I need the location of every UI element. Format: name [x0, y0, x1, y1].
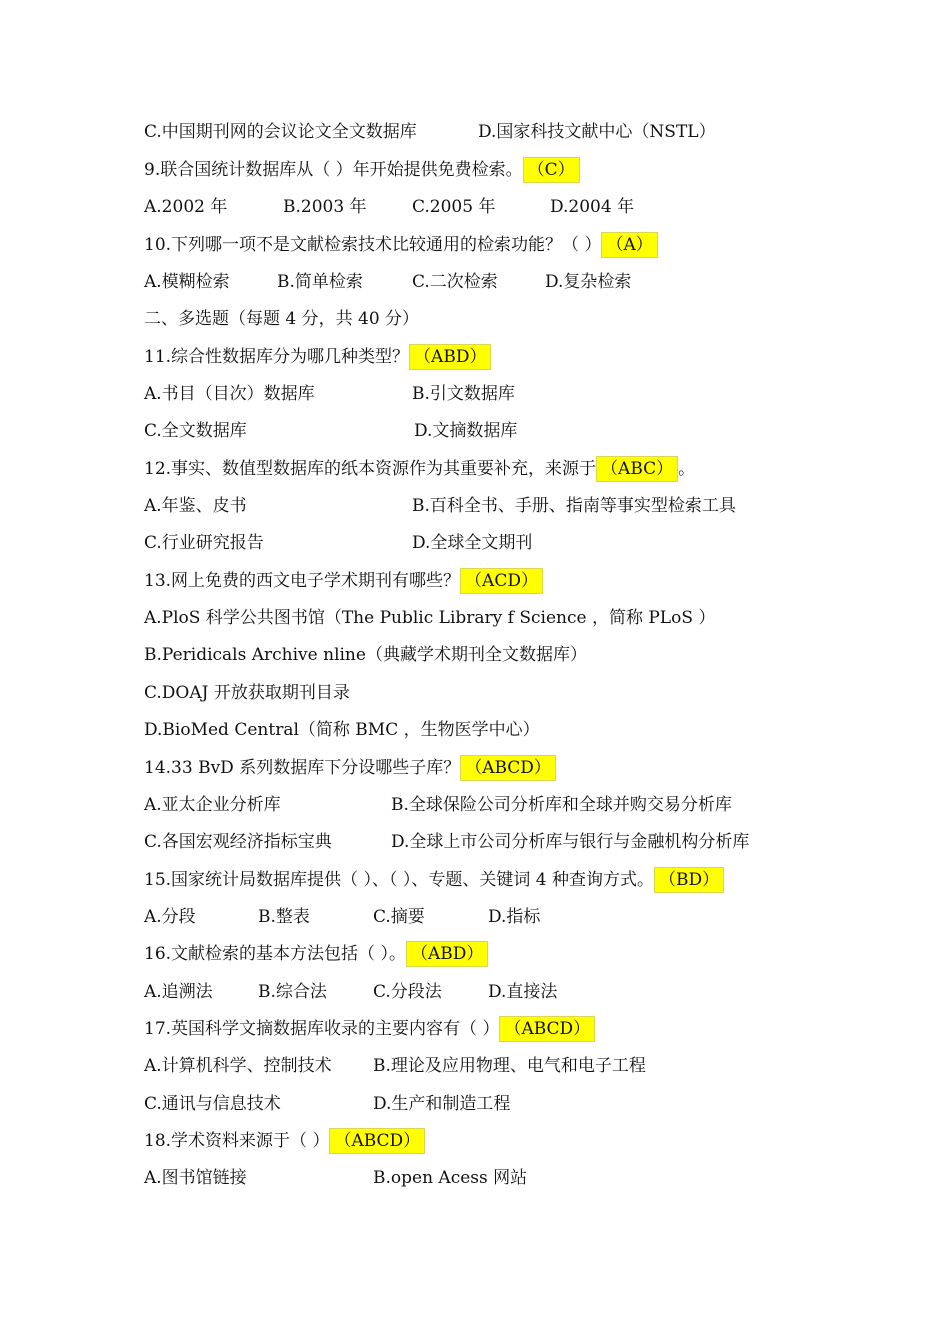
answer-option: A.图书馆链接	[144, 1168, 247, 1188]
answer-option: C.2005 年	[412, 197, 496, 217]
question-text: 18.学术资料来源于（ ）	[144, 1131, 330, 1151]
option-text: C.DOAJ 开放获取期刊目录	[144, 683, 350, 703]
answer-option: D.直接法	[488, 982, 558, 1002]
answer-key-highlight: （ABCD）	[329, 1128, 425, 1154]
answer-option: B.简单检索	[277, 272, 363, 292]
question-text: 14.33 BvD 系列数据库下分设哪些子库？	[144, 758, 461, 778]
answer-option: D.全球全文期刊	[412, 533, 533, 553]
answer-option: A.亚太企业分析库	[144, 795, 281, 815]
question-text: 10.下列哪一项不是文献检索技术比较通用的检索功能？（ ）	[144, 235, 602, 255]
question-line	[144, 1014, 595, 1044]
answer-key-highlight: （BD）	[654, 867, 724, 893]
answer-option: D.2004 年	[550, 197, 635, 217]
answer-key-highlight: （ABD）	[406, 941, 488, 967]
answer-option: D.指标	[488, 907, 541, 927]
answer-key-highlight: （C）	[523, 157, 580, 183]
answer-option: C.二次检索	[412, 272, 498, 292]
option-text: B.Peridicals Archive nline（典藏学术期刊全文数据库）	[144, 645, 587, 665]
answer-key-highlight: （ACD）	[460, 568, 543, 594]
answer-option: D.复杂检索	[545, 272, 632, 292]
answer-option: A.计算机科学、控制技术	[144, 1056, 332, 1076]
answer-option: B.全球保险公司分析库和全球并购交易分析库	[391, 795, 732, 815]
answer-option: A.分段	[144, 907, 196, 927]
text-line	[144, 678, 350, 708]
question-line	[144, 155, 580, 185]
question-line	[144, 342, 491, 372]
answer-option: D.文摘数据库	[414, 421, 518, 441]
answer-option: C.通讯与信息技术	[144, 1094, 281, 1114]
section-heading	[144, 304, 419, 334]
answer-option: B.理论及应用物理、电气和电子工程	[373, 1056, 646, 1076]
question-line	[144, 566, 543, 596]
question-text: 16.文献检索的基本方法包括（ ）。	[144, 944, 406, 964]
question-line	[144, 454, 695, 484]
answer-option: D.全球上市公司分析库与银行与金融机构分析库	[391, 832, 750, 852]
section-heading-text: 二、多选题（每题 4 分，共 40 分）	[144, 309, 420, 329]
question-text: 15.国家统计局数据库提供（ ）、（ ）、专题、关键词 4 种查询方式。	[144, 870, 654, 890]
answer-option: A.书目（目次）数据库	[144, 384, 315, 404]
question-line	[144, 939, 488, 969]
text-line	[144, 715, 540, 745]
answer-key-highlight: （ABC）	[596, 456, 678, 482]
answer-key-highlight: （A）	[601, 232, 657, 258]
question-line	[144, 865, 724, 895]
answer-option: C.分段法	[373, 982, 442, 1002]
question-text: 13.网上免费的西文电子学术期刊有哪些？	[144, 571, 461, 591]
question-line	[144, 230, 658, 260]
text-line	[144, 603, 715, 633]
answer-key-highlight: （ABCD）	[460, 755, 556, 781]
question-line	[144, 753, 556, 783]
question-text: 17.英国科学文摘数据库收录的主要内容有（ ）	[144, 1019, 500, 1039]
answer-option: A.追溯法	[144, 982, 213, 1002]
answer-option: D.国家科技文献中心（NSTL）	[478, 122, 716, 142]
answer-option: A.年鉴、皮书	[144, 496, 247, 516]
answer-option: C.全文数据库	[144, 421, 247, 441]
question-text: 11.综合性数据库分为哪几种类型？	[144, 347, 410, 367]
question-line	[144, 1126, 425, 1156]
answer-option: A.2002 年	[144, 197, 228, 217]
answer-option: C.各国宏观经济指标宝典	[144, 832, 332, 852]
answer-key-highlight: （ABD）	[409, 344, 491, 370]
text-line	[144, 640, 587, 670]
answer-option: A.模糊检索	[144, 272, 230, 292]
option-text: A.PloS 科学公共图书馆（The Public Library f Science ，简称 PLoS ）	[144, 608, 716, 628]
answer-option: C.行业研究报告	[144, 533, 264, 553]
answer-option: B.综合法	[258, 982, 327, 1002]
answer-option: B.百科全书、手册、指南等事实型检索工具	[412, 496, 736, 516]
answer-key-highlight: （ABCD）	[499, 1016, 595, 1042]
answer-option: B.2003 年	[283, 197, 367, 217]
question-text: 9.联合国统计数据库从（ ）年开始提供免费检索。	[144, 160, 523, 180]
question-tail: 。	[678, 459, 696, 479]
option-text: D.BioMed Central（简称 BMC ，生物医学中心）	[144, 720, 540, 740]
answer-option: C.摘要	[373, 907, 425, 927]
answer-option: C.中国期刊网的会议论文全文数据库	[144, 122, 417, 142]
answer-option: D.生产和制造工程	[373, 1094, 511, 1114]
answer-option: B.open Acess 网站	[373, 1168, 528, 1188]
answer-option: B.引文数据库	[412, 384, 515, 404]
question-text: 12.事实、数值型数据库的纸本资源作为其重要补充，来源于	[144, 459, 597, 479]
answer-option: B.整表	[258, 907, 310, 927]
